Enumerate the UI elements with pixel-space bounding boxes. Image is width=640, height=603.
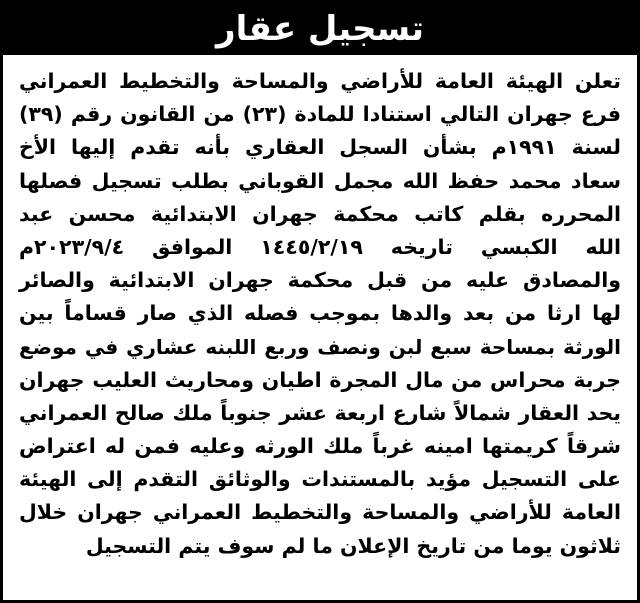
notice-line: سعاد محمد حفظ الله مجمل القوباني بطلب تسجيل فصلها [19, 168, 621, 193]
notice-line: المحرره بقلم كاتب محكمة جهران الابتدائية محسن عبد [19, 201, 621, 226]
notice-line: العامة للأراضي والمساحة والتخطيط العمراني جهران خلال [19, 500, 621, 525]
notice-line: لها ارثا من بعد والدها بموجب فصله الذي صار قساماً بين [19, 301, 621, 326]
notice-line: يحد العقار شمالاً شارع اربعة عشر جنوباً ملك صالح العمراني [19, 400, 621, 425]
notice-line: جربة محراس من مال المجرة اطيان ومحاريث العليب جهران [19, 367, 621, 392]
notice-line: الورثة بمساحة سبع لبن ونصف وربع اللبنه عشاري في موضع [19, 334, 621, 359]
notice-line: فرع جهران التالي استنادا للمادة (٢٣) من القانون رقم (٣٩) [19, 102, 621, 127]
notice-line: والمصادق عليه من قبل محكمة جهران الابتدائية والصائر [19, 268, 621, 293]
notice-line: ثلاثون يوما من تاريخ الإعلان ما لم سوف يتم التسجيل [85, 533, 621, 558]
notice-header-banner [3, 3, 637, 55]
notice-body [3, 55, 637, 563]
notice-line: على التسجيل مؤيد بالمستندات والوثائق التقدم إلى الهيئة [19, 467, 621, 492]
notice-line: شرقاً كريمتها امينه غرباً ملك الورثه وعليه فمن له اعتراض [19, 434, 621, 459]
notice-line: لسنة ١٩٩١م بشأن السجل العقاري بأنه تقدم إليها الأخ [19, 135, 621, 160]
notice-title: تسجيل عقار [216, 9, 424, 49]
notice-line: الله الكبسي تاريخه ١٤٤٥/٢/١٩ الموافق ٢٠٢٣/٩/٤م [19, 234, 621, 259]
notice-line: تعلن الهيئة العامة للأراضي والمساحة والتخطيط العمراني [19, 69, 621, 93]
